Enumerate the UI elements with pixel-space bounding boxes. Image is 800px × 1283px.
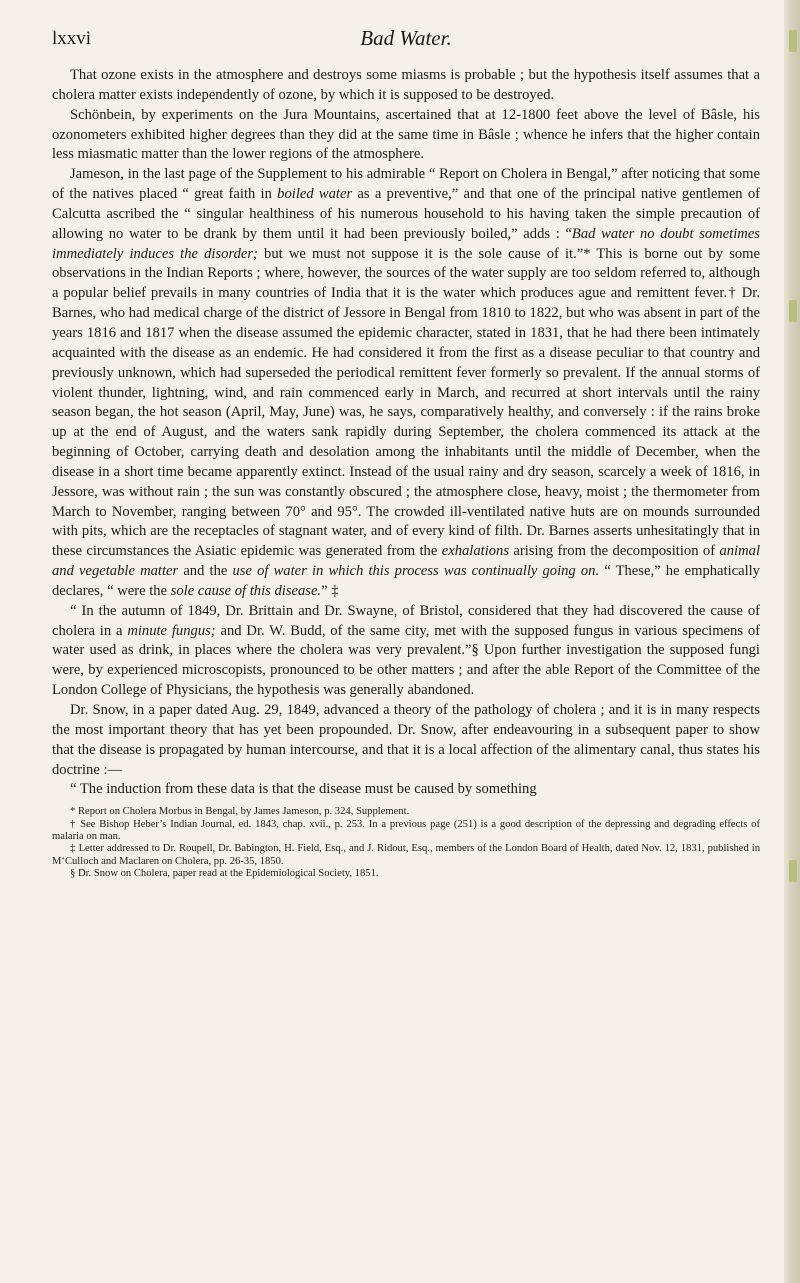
book-page	[52, 22, 760, 881]
page-edge-mark	[789, 30, 797, 52]
footnotes	[52, 806, 760, 880]
text-run: and Dr. W. Budd, of the same city, met with the supposed fungus in various specimens of water used as drink, in places where the cholera was very prevalent.”§ Upon further investigation the supposed fungi were, by experienced microscopists, pronounced to be other matters ; and after the able Report of the Committee of the London College of Physicians, the hypothesis was generally abandoned.	[52, 622, 760, 699]
paragraph-schonbein: Schönbein, by experiments on the Jura Mountains, ascertained that at 12-1800 feet above the level of Bâsle, his ozonometers exhibited higher degrees than they did at the same time in Bâsle ; whence he infers that the higher contain less miasmatic matter than the lower regions of the atmosphere.	[52, 106, 760, 163]
text-run: Jameson, in the last page of the Supplement to his admirable “ Report on Cholera in Bengal,” after noticing that some of the natives placed “ great faith in	[52, 166, 760, 203]
footnote: ‡ Letter addressed to Dr. Roupell, Dr. Babington, H. Field, Esq., and J. Ridout, Esq., members of the London Board of Health, dated Nov. 12, 1831, published in M‘Culloch and Maclaren on Cholera, pp. 26-35, 1850.	[52, 843, 760, 867]
paragraph-jameson	[52, 165, 760, 602]
footnote: * Report on Cholera Morbus in Bengal, by James Jameson, p. 324, Supplement.	[70, 806, 410, 818]
page-edge-mark	[789, 860, 797, 882]
page-edge	[784, 0, 800, 1283]
text-run: ” ‡	[321, 582, 339, 599]
emphasis: Bad water no doubt sometimes immediately induces the disorder;	[52, 225, 760, 262]
text-run: but we must not suppose it is the sole cause of it.”* This is borne out by some observations in the Indian Reports ; where, however, the sources of the water supply are too seldom referred to, although a popular belief prevails in many countries of India that it is the water which produces ague and remittent fever.† Dr. Barnes, who had medical charge of the district of Jessore in Bengal from 1810 to 1822, but who was absent in part of the years 1816 and 1817 when the disease assumed the epidemic character, stated in 1831, that he had there been intimately acquainted with the disease as an endemic. He had considered it from the first as a disease peculiar to that country and previously unknown, which had superseded the periodical remittent fever formerly so prevalent. If the annual storms of violent thunder, lightning, wind, and rain commenced early in March, and recurred at short intervals until the rainy season began, the hot season (April, May, June) was, he says, comparatively healthy, and conversely : if the rains broke up at the end of August, and the waters sank rapidly during September, the cholera commenced its attack at the beginning of October, carrying death and desolation among the inhabitants until the middle of December, when the disease in a short time became apparently extinct. Instead of the usual rainy and dry season, scarcely a week of 1816, in Jessore, was without rain ; the sun was constantly obscured ; the atmosphere close, heavy, moist ; the thermometer from March to November, ranging between 70° and 95°. The crowded ill-ventilated native huts are on mounds surrounded with pits, which are the receptacles of stagnant water, and of every kind of filth. Dr. Barnes asserts unhesitatingly that in these circumstances the Asiatic epidemic was generated from the	[52, 245, 760, 560]
page-header	[52, 22, 760, 56]
paragraph-fungus	[52, 602, 760, 701]
emphasis: boiled water	[277, 186, 353, 203]
page-number: lxxvi	[52, 28, 92, 49]
text-run: “ In the autumn of 1849, Dr. Brittain and Dr. Swayne, of Bristol, considered that they had discovered the cause of cholera in a	[52, 602, 760, 639]
emphasis: exhalations	[441, 543, 510, 560]
text-run: “ These,” he emphatically declares, “ were the	[52, 563, 760, 599]
body-text	[52, 66, 760, 800]
text-run: arising from the decomposition of	[509, 543, 720, 560]
footnote: † See Bishop Heber’s Indian Journal, ed. 1843, chap. xvii., p. 253. In a previous page (251) is a good description of the depressing and degrading effects of malaria on man.	[52, 818, 760, 843]
emphasis: use of water in which this process was continually going on.	[232, 563, 600, 580]
paragraph-ozone: That ozone exists in the atmosphere and destroys some miasms is probable ; but the hypothesis itself assumes that a cholera matter exists independently of ozone, by which it is supposed to be destroyed.	[52, 67, 760, 103]
page-edge-mark	[789, 300, 797, 322]
footnote: § Dr. Snow on Cholera, paper read at the Epidemiological Society, 1851.	[70, 868, 379, 880]
emphasis: minute fungus;	[127, 622, 216, 639]
emphasis: sole cause of this disease.	[170, 582, 322, 599]
emphasis: animal and vegetable matter	[52, 543, 760, 580]
running-title: Bad Water.	[360, 26, 452, 50]
paragraph-induction: “ The induction from these data is that the disease must be caused by something	[70, 781, 537, 798]
paragraph-snow: Dr. Snow, in a paper dated Aug. 29, 1849, advanced a theory of the pathology of cholera ; and it is in many respects the most important theory that has yet been propounded. Dr. Snow, after endeavouring in a subsequent paper to show that the disease is propagated by human intercourse, and that it is a local affection of the alimentary canal, thus states his doctrine :—	[52, 702, 760, 778]
text-run: and the	[178, 563, 233, 580]
text-run: as a preventive,” and that one of the principal native gentlemen of Calcutta ascribed the “ singular healthiness of his numerous household to his having taken the simple precaution of allowing no water to be drank by them until it had been previously boiled,” adds : “	[52, 186, 761, 242]
